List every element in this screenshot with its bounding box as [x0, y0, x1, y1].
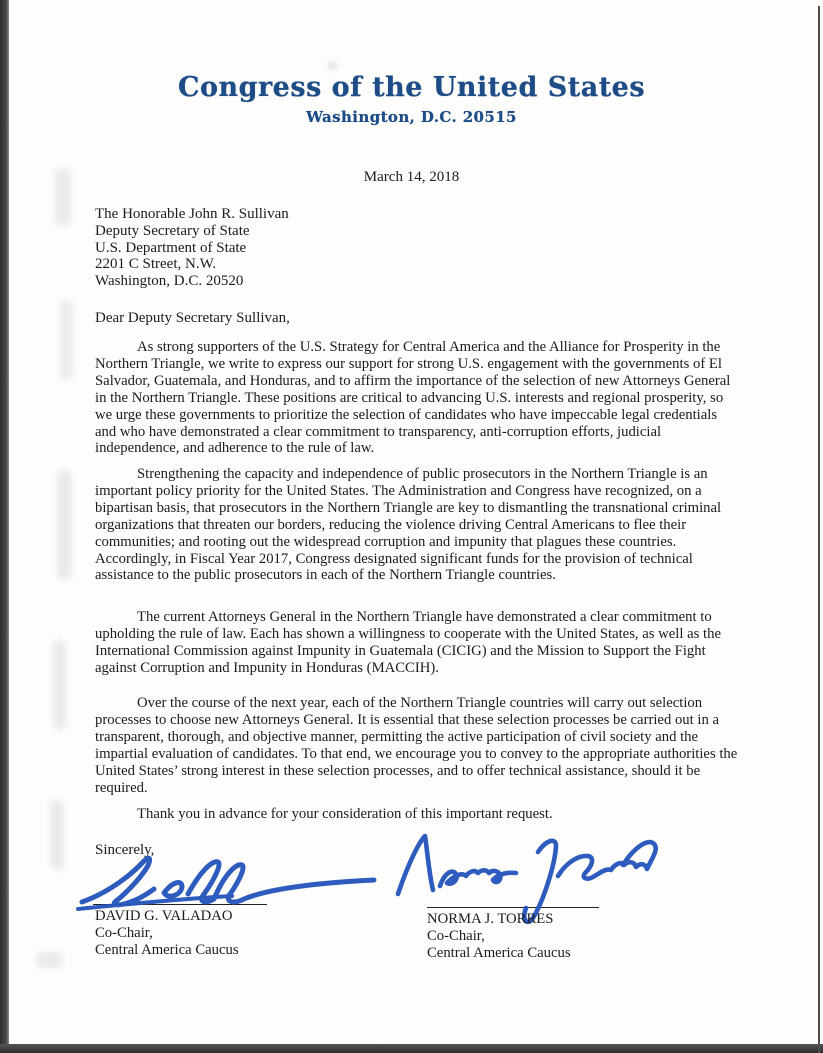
scan-edge-right: [818, 6, 820, 1053]
body-paragraph-4: Over the course of the next year, each of the Northern Triangle countries will carry out selection processes to choose new Attorneys General. It is essential that these selection processes be carried out in a transparent, thorough, and objective manner, permitting the active participation of civil society and the impartial evaluation of candidates. To that end, we encourage you to convey to the appropriate authorities the United States’ strong interest in these selection processes, and to offer technical assistance, should it be required.: [95, 695, 738, 796]
body-paragraph-2: Strengthening the capacity and independence of public prosecutors in the Northern Triangle is an important policy priority for the United States. The Administration and Congress have recognized, on a bipartisan basis, that prosecutors in the Northern Triangle are key to dismantling the transnational criminal organizations that threaten our borders, reducing the violence driving Central Americans to flee their communities; and rooting out the widespread corruption and impunity that plagues these countries. Accordingly, in Fiscal Year 2017, Congress designated significant funds for the provision of technical assistance to the public prosecutors in each of the Northern Triangle countries.: [95, 466, 722, 584]
recipient-name: The Honorable John R. Sullivan: [95, 206, 289, 222]
signer-title: Co-Chair,: [427, 928, 485, 944]
signer-name: DAVID G. VALADAO: [95, 908, 233, 924]
recipient-address-block: [95, 206, 289, 290]
letterhead-title: Congress of the United States: [177, 72, 646, 103]
scan-edge-bottom: [0, 1044, 823, 1053]
closing-salutation: Sincerely,: [95, 842, 155, 858]
scan-smudge: [57, 470, 72, 580]
scan-smudge: [53, 640, 66, 730]
scan-smudge: [60, 300, 73, 380]
scan-smudge: [36, 952, 62, 968]
signer-org: Central America Caucus: [95, 942, 239, 958]
signer-org: Central America Caucus: [427, 945, 571, 961]
signature-line-left: [93, 904, 267, 905]
signer-block-valadao: [95, 908, 239, 959]
signature-line-right: [427, 907, 599, 908]
signer-title: Co-Chair,: [95, 925, 153, 941]
signer-block-torres: [427, 911, 571, 962]
recipient-agency: U.S. Department of State: [95, 239, 247, 256]
salutation: Dear Deputy Secretary Sullivan,: [95, 310, 290, 326]
recipient-street: 2201 C Street, N.W.: [95, 256, 217, 273]
body-paragraph-1: As strong supporters of the U.S. Strategy for Central America and the Alliance for Prosperity in the Northern Triangle, we write to express our support for strong U.S. engagement with the governments of El Salvador, Guatemala, and Honduras, and to affirm the importance of the selection of new Attorneys General in the Northern Triangle. These positions are critical to advancing U.S. interests and regional prosperity, so we urge these governments to prioritize the selection of candidates who have impeccable legal credentials and who have demonstrated a clear commitment to transparency, anti-corruption efforts, judicial independence, and adherence to the rule of law.: [95, 339, 731, 457]
letterhead-subtitle: Washington, D.C. 20515: [306, 108, 517, 126]
recipient-title: Deputy Secretary of State: [95, 222, 250, 239]
body-paragraph-5: Thank you in advance for your consideration of this important request.: [137, 806, 553, 822]
signer-name: NORMA J. TORRES: [427, 911, 554, 927]
letter-date: March 14, 2018: [363, 169, 460, 185]
scan-smudge: [50, 800, 64, 870]
scan-edge-left: [0, 0, 9, 1053]
body-paragraph-3: The current Attorneys General in the Northern Triangle have demonstrated a clear commitment to upholding the rule of law. Each has shown a willingness to cooperate with the United States, as well as the International Commission against Impunity in Guatemala (CICIG) and the Mission to Support the Fight against Corruption and Impunity in Honduras (MACCIH).: [95, 609, 721, 676]
recipient-city: Washington, D.C. 20520: [95, 273, 244, 290]
scan-smudge: [328, 63, 337, 69]
